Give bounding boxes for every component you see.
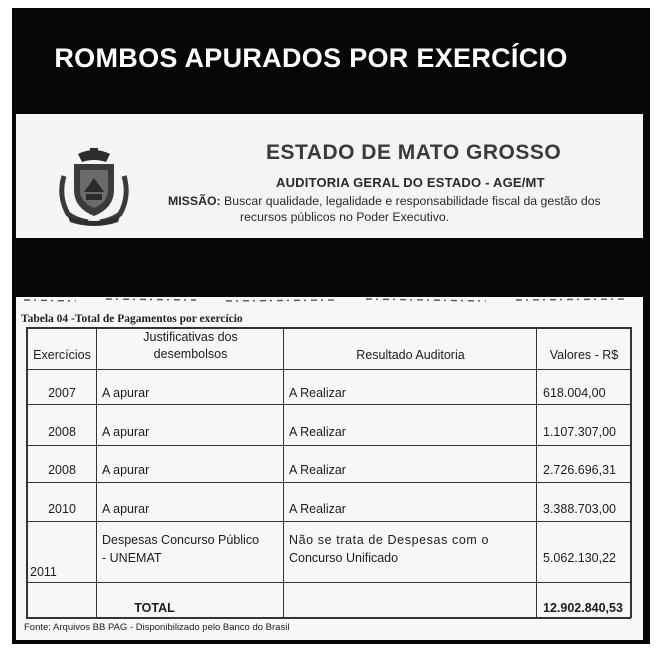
col-divider-1 [96,327,97,617]
row-3-valor: 2.726.696,31 [543,463,616,477]
source-note: Fonte: Arquivos BB PAG - Disponibilizado pelo Banco do Brasil [24,622,290,633]
col-divider-2 [283,327,284,617]
table-border-top [26,327,631,329]
total-label: TOTAL [134,601,175,615]
header-valores: Valores - R$ [549,348,619,362]
row-5-valor: 5.062.130,22 [543,551,616,565]
row-divider-5 [26,582,631,583]
row-4-resultado: A Realizar [289,502,346,516]
table-panel [16,297,643,640]
row-1-resultado: A Realizar [289,386,346,400]
table-border-bottom [26,617,631,619]
state-name: ESTADO DE MATO GROSSO [266,141,562,164]
row-1-year: 2007 [48,386,76,400]
table-border-right [630,327,632,618]
table-caption: Tabela 04 -Total de Pagamentos por exercício [21,313,243,325]
total-value: 12.902.840,53 [543,601,623,615]
col-divider-3 [536,327,537,617]
mission-label: MISSÃO: [168,194,221,208]
row-3-justificativa: A apurar [102,463,150,477]
row-4-year: 2010 [48,502,76,516]
mission-statement [168,193,628,225]
scan-noise [16,297,643,305]
row-5-resultado-line-1: Não se trata de Despesas com o [289,533,490,547]
row-divider-2 [26,445,631,446]
header-resultado: Resultado Auditoria [356,348,465,362]
agency-name: AUDITORIA GERAL DO ESTADO - AGE/MT [276,175,545,190]
row-divider-4 [26,521,631,522]
row-1-valor: 618.004,00 [543,386,606,400]
row-2-justificativa: A apurar [102,425,150,439]
row-1-justificativa: A apurar [102,386,150,400]
row-2-valor: 1.107.307,00 [543,425,616,439]
mission-line-1: Buscar qualidade, legalidade e responsabilidade fiscal da gestão dos [220,194,601,208]
row-2-resultado: A Realizar [289,425,346,439]
row-4-justificativa: A apurar [102,502,150,516]
header-justificativas-line-2: desembolsos [153,347,228,361]
row-divider-1 [26,404,631,405]
state-coat-of-arms-icon [54,146,134,226]
headline: ROMBOS APURADOS POR EXERCÍCIO [54,43,568,73]
row-4-valor: 3.388.703,00 [543,502,616,516]
row-2-year: 2008 [48,425,76,439]
header-justificativas-line-1: Justificativas dos [143,330,238,344]
row-5-justificativa-line-2: - UNEMAT [102,551,162,565]
row-3-resultado: A Realizar [289,463,346,477]
row-5-resultado-line-2: Concurso Unificado [289,551,399,565]
header-exercicios: Exercícios [33,348,91,362]
letterhead [16,114,643,238]
row-divider-header [26,369,631,370]
row-5-justificativa-line-1: Despesas Concurso Público [102,533,260,547]
row-5-year: 2011 [30,565,57,579]
mission-line-2: recursos públicos no Poder Executivo. [240,210,450,224]
row-divider-3 [26,482,631,483]
row-3-year: 2008 [48,463,76,477]
